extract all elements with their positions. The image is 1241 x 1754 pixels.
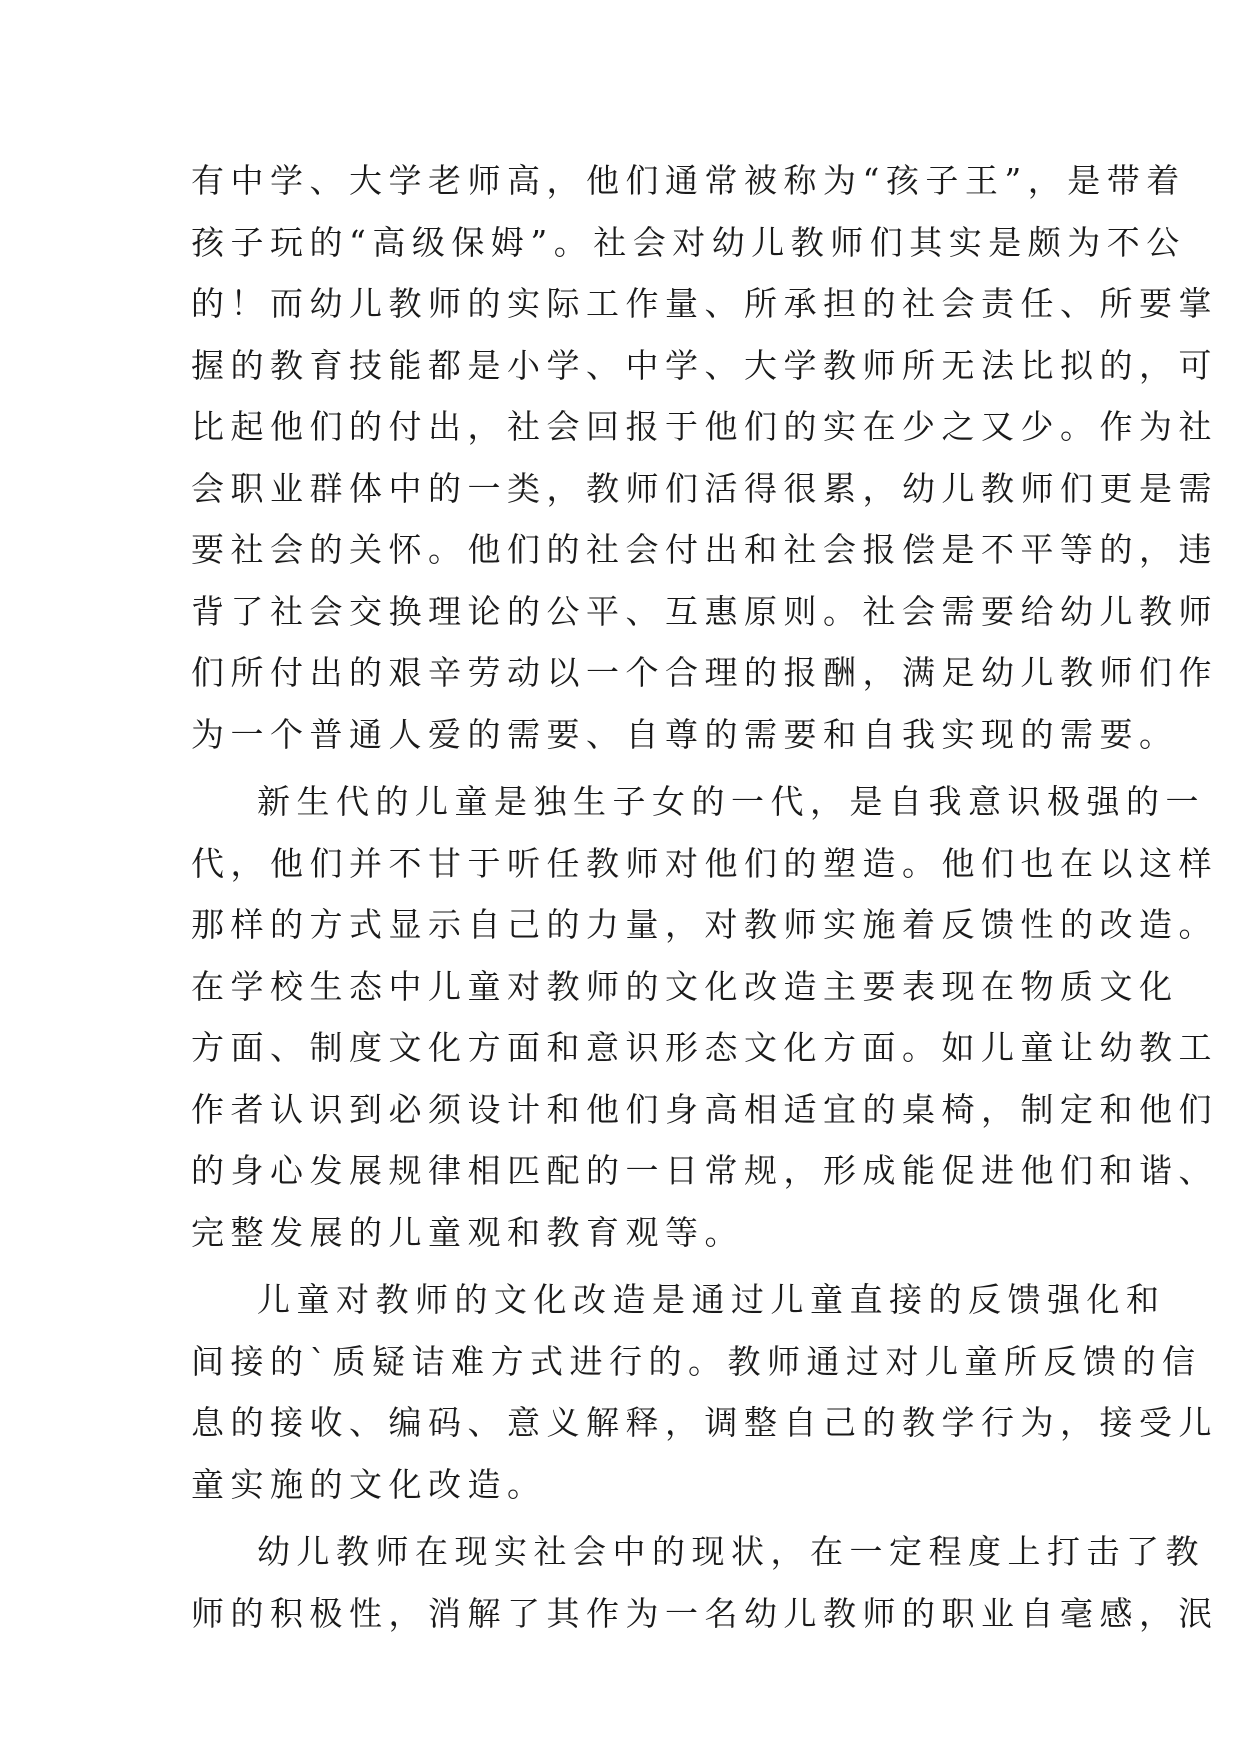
paragraph-line: 要社会的关怀。他们的社会付出和社会报偿是不平等的，违 [191, 530, 1218, 569]
paragraph-2 [191, 771, 1218, 1263]
paragraph-3 [191, 1269, 1218, 1515]
paragraph-line: 握的教育技能都是小学、中学、大学教师所无法比拟的，可 [191, 345, 1218, 385]
paragraph-line: 会职业群体中的一类，教师们活得很累，幼儿教师们更是需 [191, 468, 1218, 508]
paragraph-line: 那样的方式显示自己的力量，对教师实施着反馈性的改造。 [191, 905, 1218, 944]
paragraph-line: 有中学、大学老师高，他们通常被称为“孩子王”，是带着 [191, 161, 1186, 200]
paragraph-line: 的身心发展规律相匹配的一日常规，形成能促进他们和谐、 [191, 1151, 1218, 1190]
paragraph-first-line: 儿童对教师的文化改造是通过儿童直接的反馈强化和 [257, 1280, 1166, 1319]
paragraph-line: 完整发展的儿童观和教育观等。 [191, 1212, 744, 1252]
paragraph-line: 间接的`质疑诘难方式进行的。教师通过对儿童所反馈的信 [191, 1341, 1202, 1381]
paragraph-line: 作者认识到必须设计和他们身高相适宜的桌椅，制定和他们 [191, 1089, 1218, 1129]
paragraph-line: 为一个普通人爱的需要、自尊的需要和自我实现的需要。 [191, 714, 1179, 754]
paragraph-line: 息的接收、编码、意义解释，调整自己的教学行为，接受儿 [191, 1403, 1218, 1442]
paragraph-line: 代，他们并不甘于听任教师对他们的塑造。他们也在以这样 [191, 843, 1218, 883]
paragraph-line: 比起他们的付出，社会回报于他们的实在少之又少。作为社 [191, 407, 1218, 446]
paragraph-first-line: 幼儿教师在现实社会中的现状，在一定程度上打击了教 [257, 1532, 1205, 1571]
document-body [191, 150, 1218, 1644]
paragraph-1 [191, 150, 1218, 765]
paragraph-line: 童实施的文化改造。 [191, 1464, 547, 1504]
paragraph-line: 们所付出的艰辛劳动以一个合理的报酬，满足幼儿教师们作 [191, 653, 1218, 692]
paragraph-line: 方面、制度文化方面和意识形态文化方面。如儿童让幼教工 [191, 1028, 1218, 1067]
paragraph-line: 孩子玩的“高级保姆”。社会对幼儿教师们其实是颇为不公 [191, 222, 1186, 262]
paragraph-line: 在学校生态中儿童对教师的文化改造主要表现在物质文化 [191, 966, 1179, 1006]
paragraph-first-line: 新生代的儿童是独生子女的一代，是自我意识极强的一 [257, 782, 1205, 821]
paragraph-line: 背了社会交换理论的公平、互惠原则。社会需要给幼儿教师 [191, 591, 1218, 631]
paragraph-line: 师的积极性，消解了其作为一名幼儿教师的职业自毫感，泯 [191, 1593, 1218, 1633]
paragraph-4 [191, 1521, 1218, 1644]
paragraph-line: 的！而幼儿教师的实际工作量、所承担的社会责任、所要掌 [191, 284, 1218, 323]
